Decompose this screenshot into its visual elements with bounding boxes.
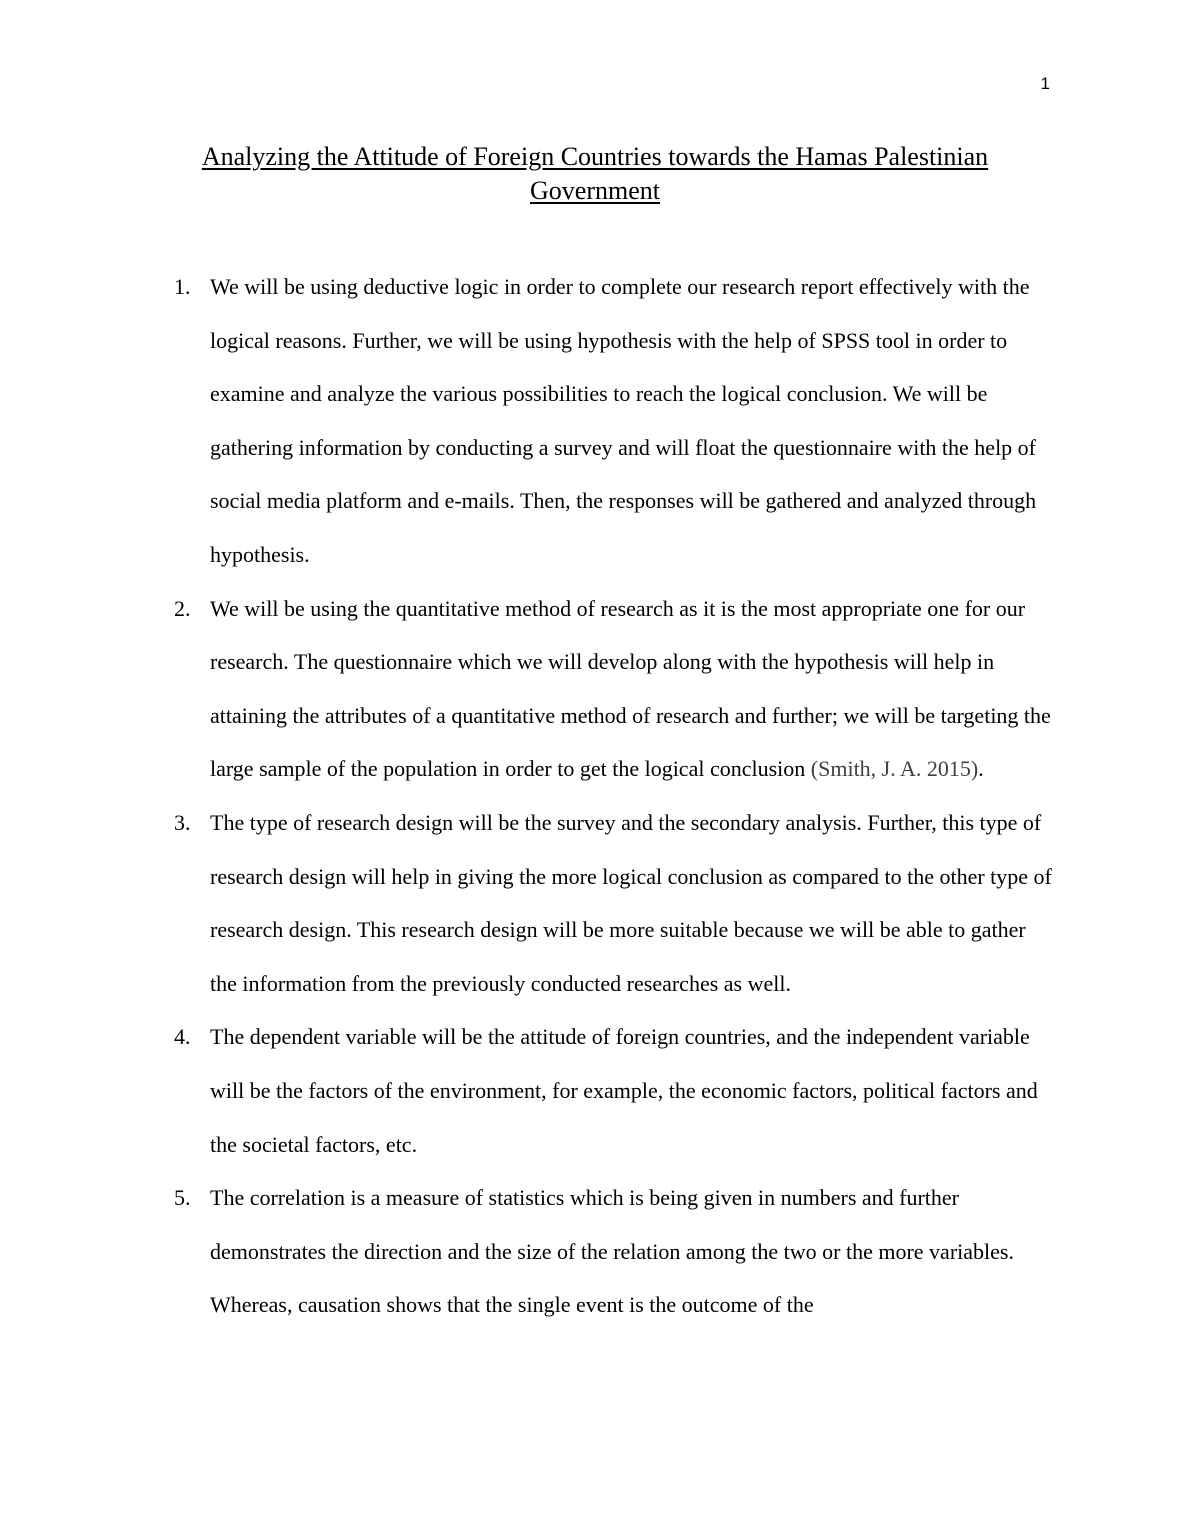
citation: (Smith, J. A. 2015) <box>810 756 979 782</box>
list-item-text: The type of research design will be the survey and the secondary analysis. Further, this type of research design will help in giving the more logical conclusion as compared to the other type of research design. This research design will be more suitable because we will be able to gather the information from the previously conducted researches as well. <box>210 809 1052 996</box>
list-item-number: 2. <box>174 595 191 621</box>
list-item-text: We will be using deductive logic in order to complete our research report effectively with the logical reasons. Further, we will be using hypothesis with the help of SPSS tool in order to examine and analyze the various possibilities to reach the logical conclusion. We will be gathering information by conducting a survey and will float the questionnaire with the help of social media platform and e-mails. Then, the responses will be gathered and analyzed through hypothesis. <box>210 274 1037 567</box>
page-number: 1 <box>1040 74 1050 93</box>
list-item-text-end: . <box>978 756 984 782</box>
list-item-number: 1. <box>174 274 191 299</box>
list-item-text: The dependent variable will be the attitude of foreign countries, and the independent variable will be the factors of the environment, for example, the economic factors, political factors and the societal factors, etc. <box>210 1024 1038 1157</box>
document-title: Analyzing the Attitude of Foreign Countries towards the Hamas Palestinian Government <box>201 142 989 205</box>
numbered-list <box>0 260 1190 1332</box>
list-item-text: We will be using the quantitative method of research as it is the most appropriate one for our research. The questionnaire which we will develop along with the hypothesis will help in attaining the attributes of a quantitative method of research and further; we will be targeting the large sample of the population in order to get the logical conclusion <box>210 595 1051 782</box>
list-item-number: 4. <box>174 1024 191 1050</box>
list-item-number: 3. <box>174 809 191 835</box>
list-item <box>0 260 1055 582</box>
list-item <box>0 796 1055 1010</box>
list-item <box>0 582 1055 796</box>
list-item <box>0 1171 1055 1332</box>
list-item-text: The correlation is a measure of statistics which is being given in numbers and further demonstrates the direction and the size of the relation among the two or the more variables. Whereas, causation shows that the single event is the outcome of the <box>210 1185 1014 1318</box>
list-item-number: 5. <box>174 1185 191 1211</box>
list-item <box>0 1010 1055 1171</box>
